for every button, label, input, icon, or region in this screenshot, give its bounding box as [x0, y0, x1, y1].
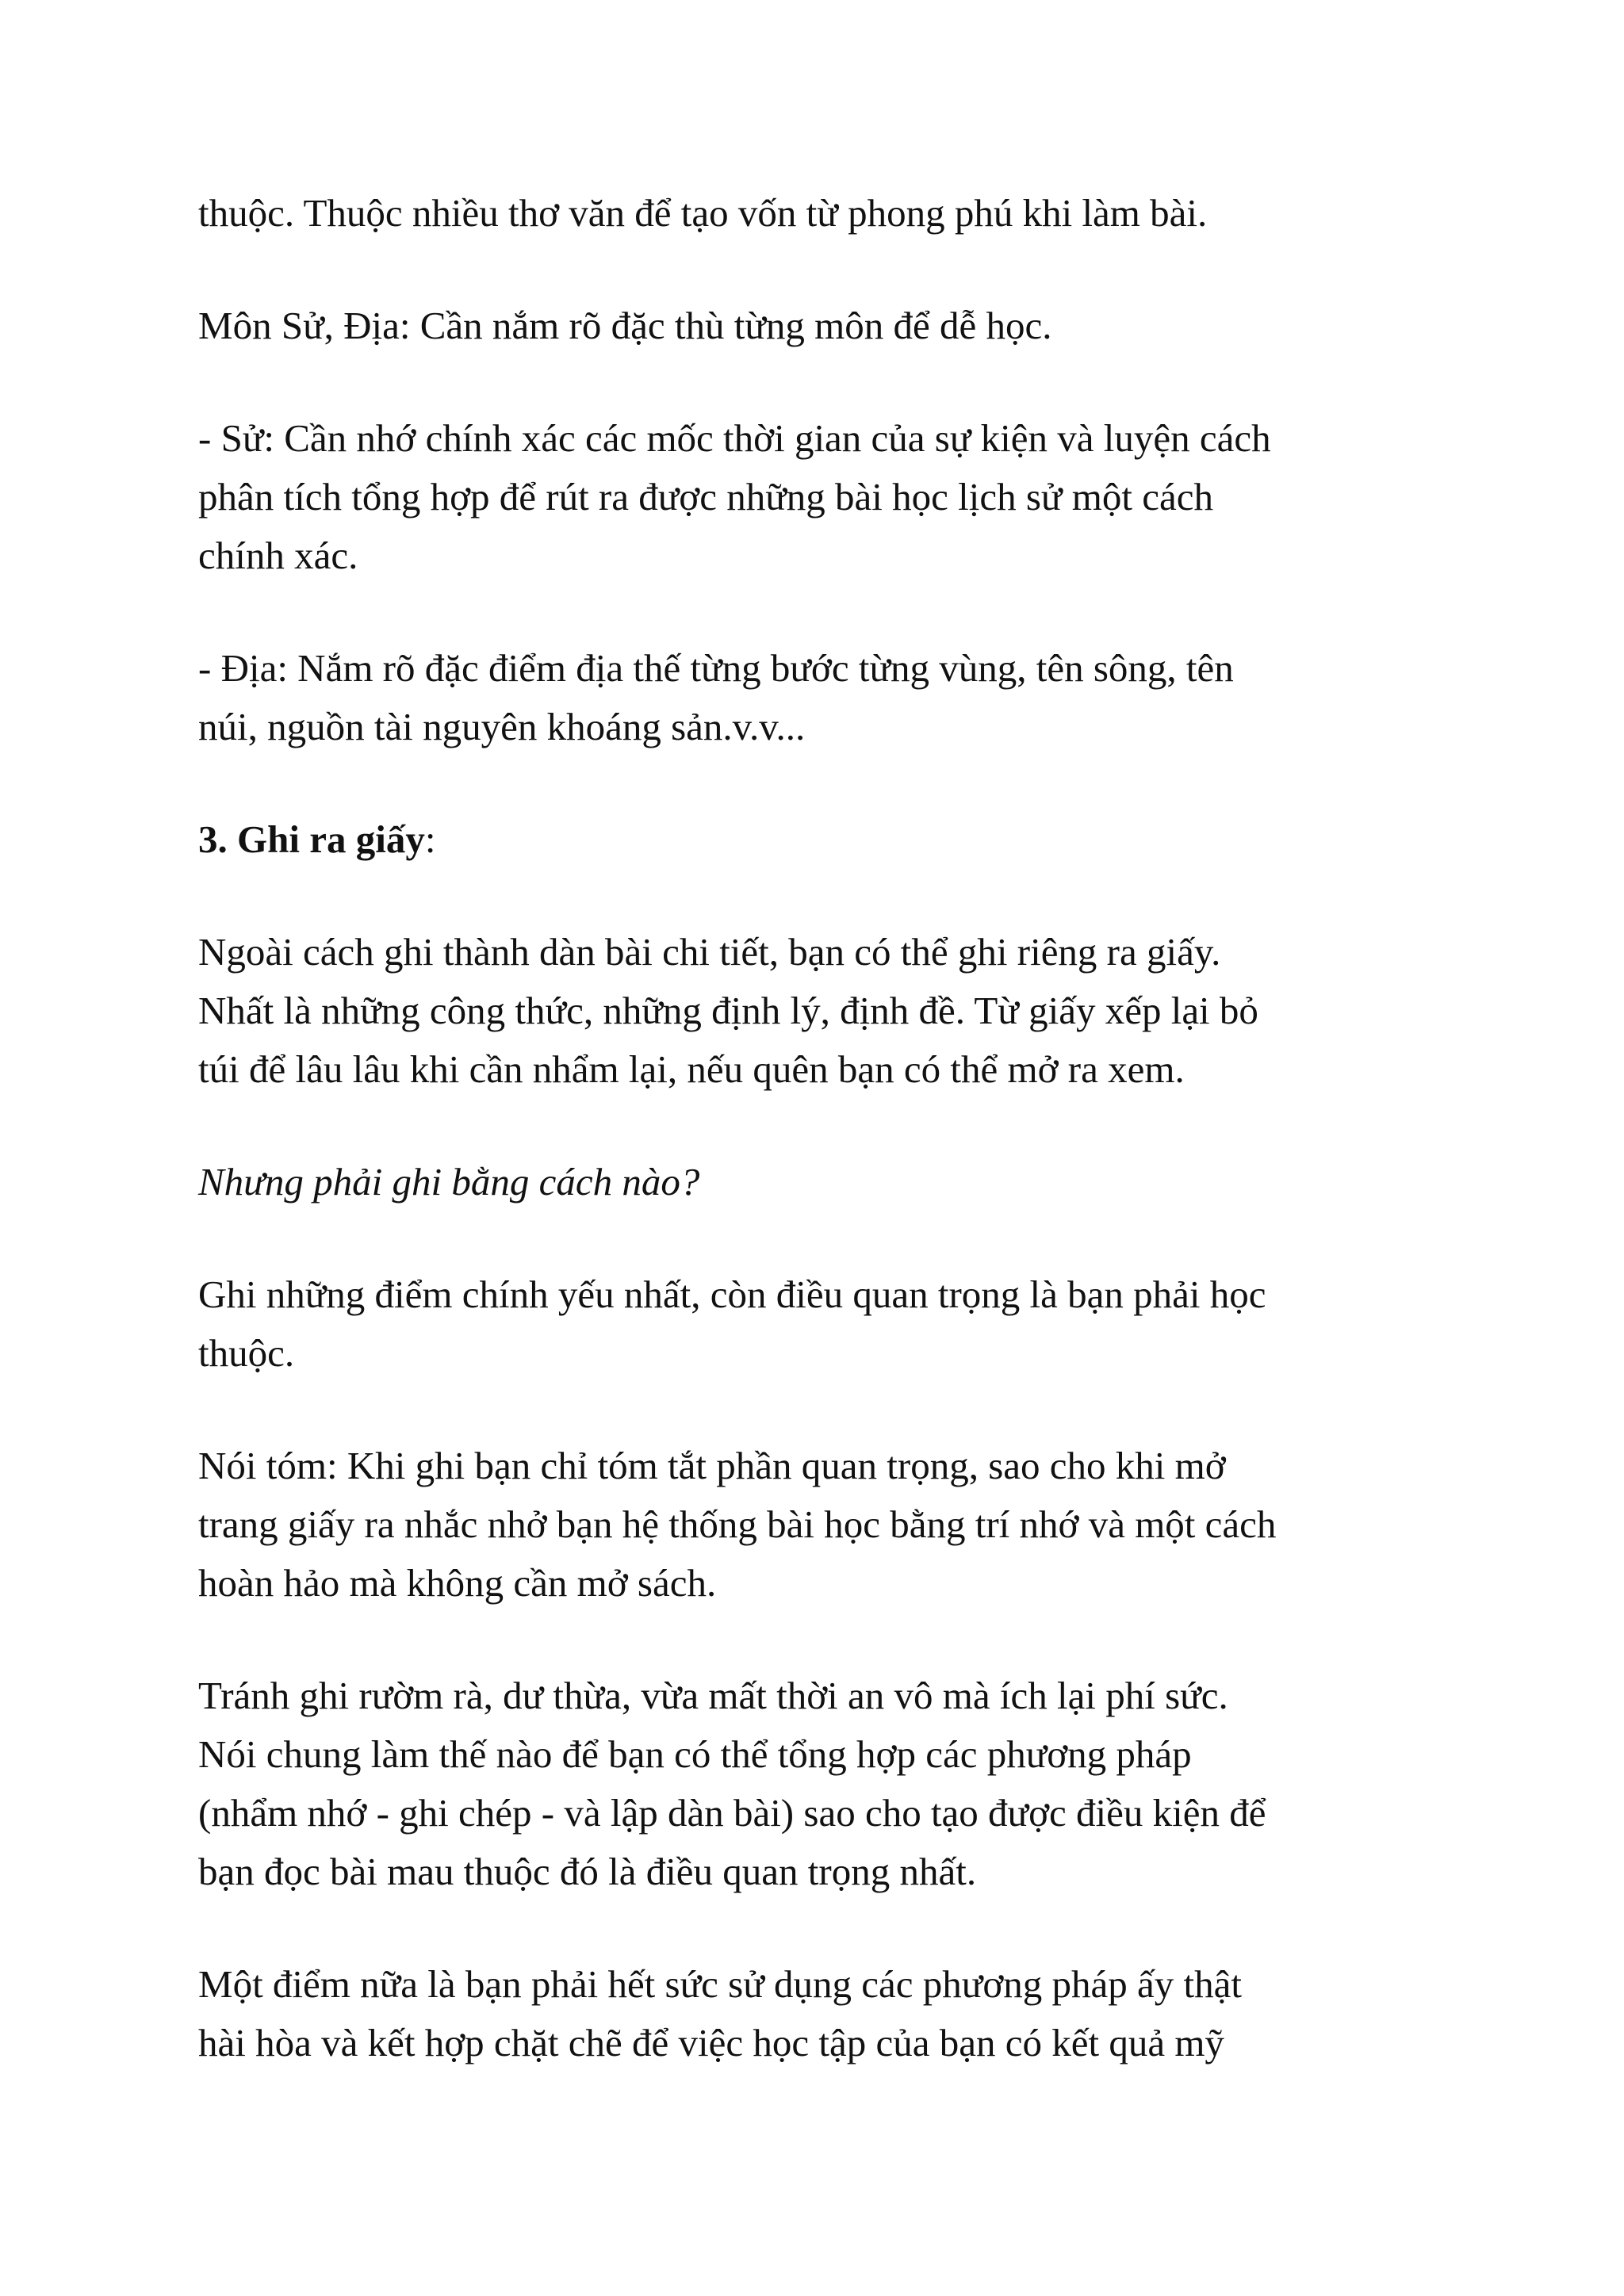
text-line: Nhưng phải ghi bằng cách nào?	[198, 1160, 700, 1203]
text-line: chính xác.	[198, 534, 358, 577]
section-heading-colon: :	[424, 817, 436, 861]
text-line: Ghi những điểm chính yếu nhất, còn điều quan trọng là bạn phải học	[198, 1272, 1266, 1316]
paragraph-5	[198, 923, 1435, 1099]
section-heading-title: 3. Ghi ra giấy	[198, 817, 425, 861]
italic-question	[198, 1153, 1435, 1211]
text-line: thuộc.	[198, 1331, 295, 1375]
paragraph-2	[198, 297, 1435, 355]
text-line: Ngoài cách ghi thành dàn bài chi tiết, bạn có thể ghi riêng ra giấy.	[198, 930, 1221, 974]
text-line: túi để lâu lâu khi cần nhẩm lại, nếu quên bạn có thể mở ra xem.	[198, 1047, 1185, 1091]
text-line: bạn đọc bài mau thuộc đó là điều quan trọng nhất.	[198, 1850, 977, 1893]
text-line: Một điểm nữa là bạn phải hết sức sử dụng các phương pháp ấy thật	[198, 1962, 1242, 2006]
paragraph-8	[198, 1667, 1435, 1901]
text-line: - Địa: Nắm rõ đặc điểm địa thế từng bước từng vùng, tên sông, tên	[198, 646, 1234, 690]
text-line: Nói tóm: Khi ghi bạn chỉ tóm tắt phần quan trọng, sao cho khi mở	[198, 1444, 1226, 1487]
text-line: Nhất là những công thức, những định lý, định đề. Từ giấy xếp lại bỏ	[198, 989, 1258, 1032]
paragraph-3	[198, 409, 1435, 585]
paragraph-9	[198, 1955, 1435, 2072]
paragraph-1	[198, 184, 1435, 243]
document-body	[198, 184, 1435, 2126]
paragraph-4	[198, 639, 1435, 756]
paragraph-7	[198, 1437, 1435, 1613]
text-line: hoàn hảo mà không cần mở sách.	[198, 1561, 717, 1605]
text-line: phân tích tổng hợp để rút ra được những bài học lịch sử một cách	[198, 475, 1213, 519]
paragraph-6	[198, 1265, 1435, 1383]
text-line: Nói chung làm thế nào để bạn có thể tổng hợp các phương pháp	[198, 1732, 1192, 1776]
text-line: Tránh ghi rườm rà, dư thừa, vừa mất thời an vô mà ích lại phí sức.	[198, 1674, 1228, 1717]
text-line: thuộc. Thuộc nhiều thơ văn để tạo vốn từ phong phú khi làm bài.	[198, 191, 1208, 235]
text-line: Môn Sử, Địa: Cần nắm rõ đặc thù từng môn để dễ học.	[198, 304, 1052, 347]
text-line: hài hòa và kết hợp chặt chẽ để việc học tập của bạn có kết quả mỹ	[198, 2021, 1224, 2064]
text-line: - Sử: Cần nhớ chính xác các mốc thời gian của sự kiện và luyện cách	[198, 416, 1271, 460]
section-heading	[198, 810, 1435, 869]
text-line: (nhẩm nhớ - ghi chép - và lập dàn bài) sao cho tạo được điều kiện để	[198, 1791, 1266, 1835]
text-line: núi, nguồn tài nguyên khoáng sản.v.v...	[198, 705, 806, 748]
text-line: trang giấy ra nhắc nhở bạn hệ thống bài học bằng trí nhớ và một cách	[198, 1502, 1277, 1546]
